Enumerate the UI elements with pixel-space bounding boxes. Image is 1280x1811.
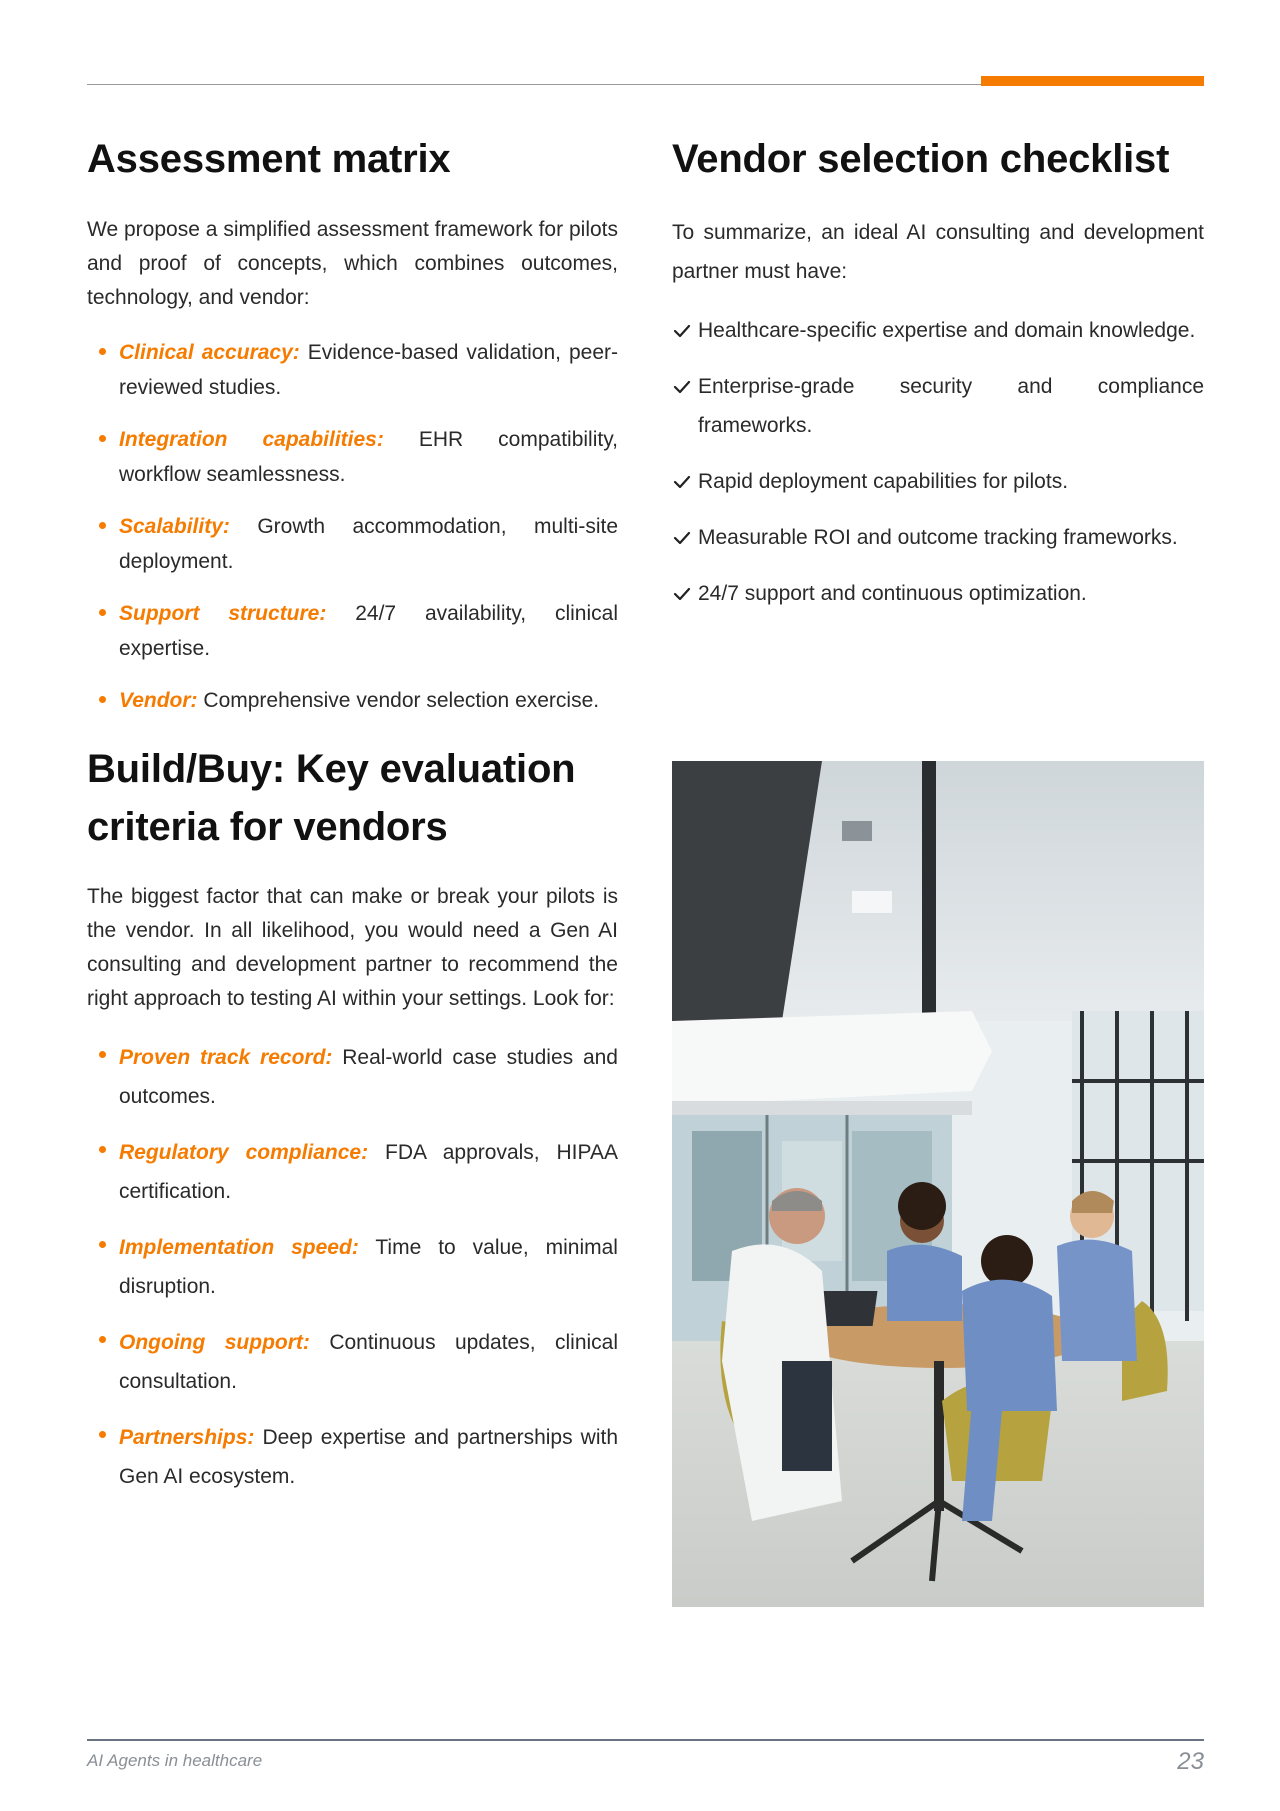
checklist-item-text: Rapid deployment capabilities for pilots. [698,470,1069,493]
checkmark-icon [672,574,692,613]
vendor-checklist [672,311,1204,613]
bullet-icon [99,1431,106,1438]
checklist-item [672,518,1204,557]
bullet-icon [99,1051,106,1058]
item-text: FDA approvals, HIPAA certification. [119,1141,618,1203]
item-text: Time to value, minimal disruption. [119,1236,618,1298]
assessment-matrix-intro: We propose a simplified assessment framework for pilots and proof of concepts, which combines outcomes, technology, and vendor: [87,218,618,309]
build-buy-heading: Build/Buy: Key evaluation criteria for vendors [87,747,576,849]
footer-rule [87,1739,1204,1741]
list-item [87,1133,618,1211]
checkmark-icon [672,311,692,350]
bullet-icon [99,696,106,703]
item-text: Evidence-based validation, peer-reviewed studies. [119,341,619,399]
list-item [87,1418,618,1496]
bullet-icon [99,522,106,529]
checklist-intro: To summarize, an ideal AI consulting and development partner must have: [672,221,1204,283]
checklist-item [672,367,1204,445]
item-text: Comprehensive vendor selection exercise. [203,689,600,712]
list-item [87,509,618,579]
clinic-meeting-photo [672,761,1204,1607]
item-term: Ongoing support: [119,1331,310,1354]
checklist-item-text: Measurable ROI and outcome tracking frameworks. [698,526,1178,549]
checklist-item-text: Healthcare-specific expertise and domain knowledge. [698,319,1196,342]
item-term: Regulatory compliance: [119,1141,369,1164]
list-item [87,683,618,718]
item-text: EHR compatibility, workflow seamlessness. [119,428,618,486]
item-term: Implementation speed: [119,1236,359,1259]
bullet-icon [99,348,106,355]
photo-illustration [672,761,1204,1607]
page-number: 23 [1177,1748,1204,1775]
item-term: Partnerships: [119,1426,255,1449]
item-term: Vendor: [119,689,198,712]
list-item [87,1228,618,1306]
list-item [87,1038,618,1116]
bullet-icon [99,609,106,616]
item-term: Clinical accuracy: [119,341,300,364]
checklist-item-text: Enterprise-grade security and compliance frameworks. [698,375,1204,437]
build-buy-intro: The biggest factor that can make or break your pilots is the vendor. In all likelihood, you would need a Gen AI consulting and development partner to recommend the right approach to testing AI within your settings. Look for: [87,885,618,1010]
item-term: Scalability: [119,515,230,538]
left-column [87,130,618,1513]
checklist-item [672,574,1204,613]
checkmark-icon [672,462,692,501]
item-term: Integration capabilities: [119,428,384,451]
footer-title: AI Agents in healthcare [87,1751,263,1770]
bullet-icon [99,435,106,442]
item-term: Proven track record: [119,1046,333,1069]
right-column [672,130,1204,630]
bullet-icon [99,1146,106,1153]
header-accent-bar [981,76,1204,86]
bullet-icon [99,1241,106,1248]
checklist-item [672,311,1204,350]
item-text: Growth accommodation, multi-site deployment. [119,515,618,573]
assessment-matrix-heading: Assessment matrix [87,137,451,181]
item-term: Support structure: [119,602,327,625]
list-item [87,596,618,666]
list-item [87,335,618,405]
item-text: Deep expertise and partnerships with Gen AI ecosystem. [119,1426,618,1488]
vendor-criteria-list [87,1038,618,1496]
item-text: 24/7 availability, clinical expertise. [119,602,618,660]
checkmark-icon [672,367,692,406]
list-item [87,1323,618,1401]
bullet-icon [99,1336,106,1343]
header-rule [87,84,981,85]
checklist-item [672,462,1204,501]
checkmark-icon [672,518,692,557]
item-text: Continuous updates, clinical consultation. [119,1331,619,1393]
item-text: Real-world case studies and outcomes. [119,1046,618,1108]
checklist-item-text: 24/7 support and continuous optimization. [698,582,1087,605]
checklist-heading: Vendor selection checklist [672,137,1170,181]
list-item [87,422,618,492]
assessment-matrix-list [87,335,618,718]
